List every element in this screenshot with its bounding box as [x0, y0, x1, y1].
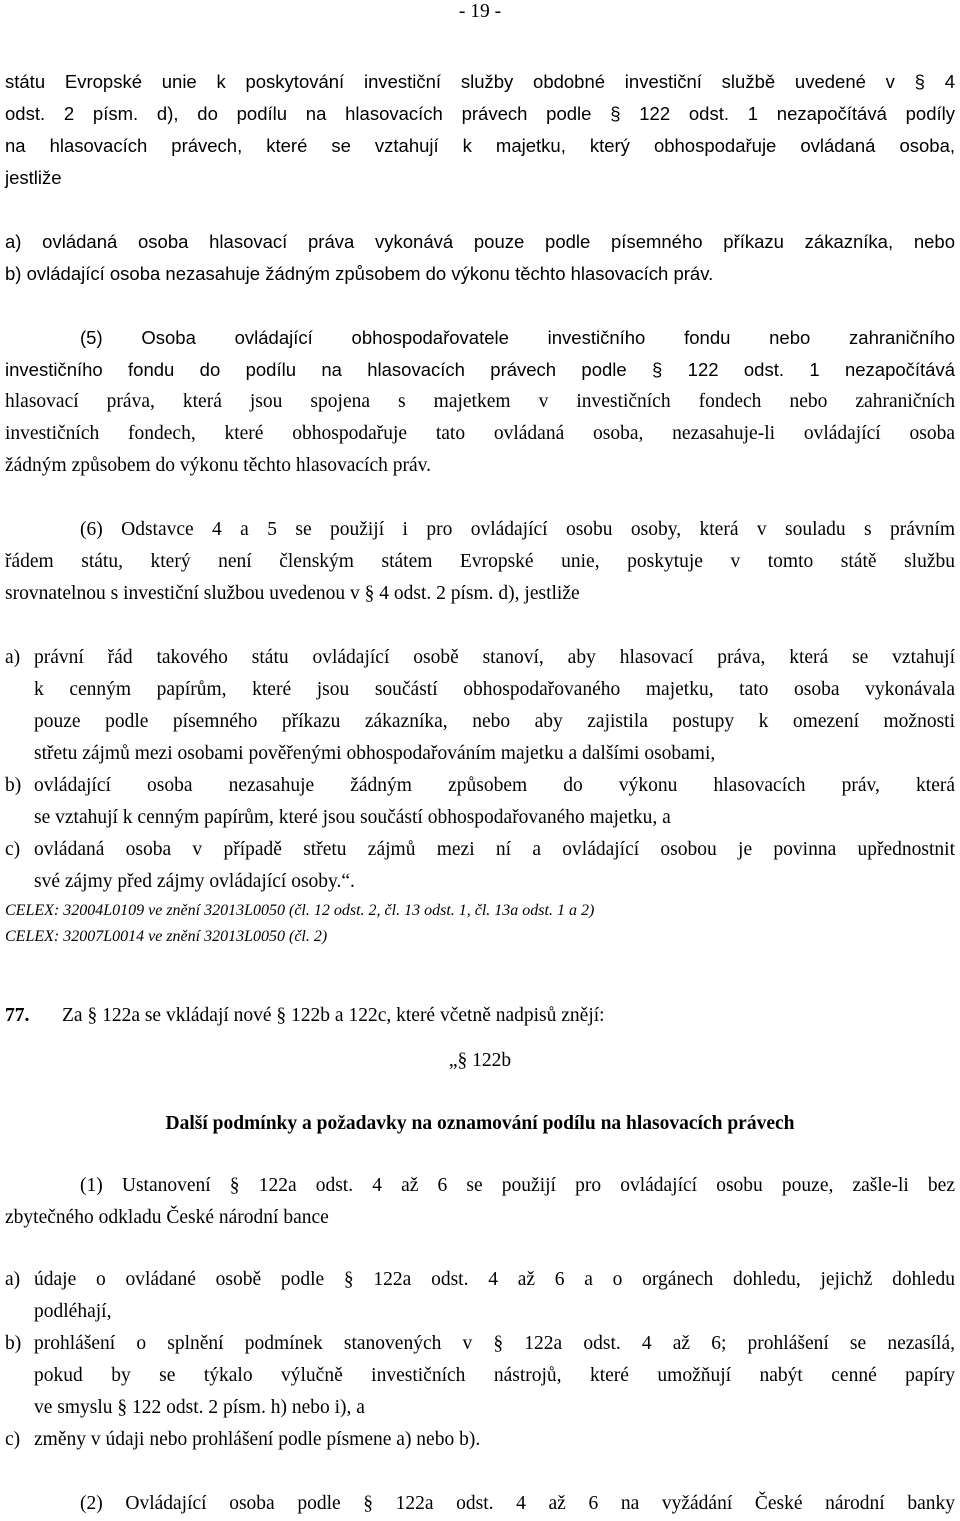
list-item-continuation: k cenným papírům, které jsou součástí obhospodařovaného majetku, tato osoba vykonávala	[34, 679, 955, 700]
list-item-continuation: podléhají,	[34, 1301, 112, 1322]
text-line: řádem státu, který není členským státem Evropské unie, poskytuje v tomto státě službu	[5, 551, 955, 572]
celex-reference: CELEX: 32004L0109 ve znění 32013L0050 (čl. 12 odst. 2, čl. 13 odst. 1, čl. 13a odst. 1 a 2)	[5, 902, 595, 919]
list-item-continuation: své zájmy před zájmy ovládající osoby.“.	[34, 871, 355, 892]
text-line: žádným způsobem do výkonu těchto hlasovacích práv.	[5, 455, 431, 476]
text-line: hlasovací práva, která jsou spojena s majetkem v investičních fondech nebo zahraničních	[5, 391, 955, 412]
list-item-continuation: se vztahují k cenným papírům, které jsou součástí obhospodařovaného majetku, a	[34, 807, 671, 828]
list-item-continuation: pokud by se týkalo výlučně investičních nástrojů, které umožňují nabýt cenné papíry	[34, 1365, 955, 1386]
text-line: investičních fondech, které obhospodařuje tato ovládaná osoba, nezasahuje-li ovládající osoba	[5, 423, 955, 444]
list-item-text: změny v údaji nebo prohlášení podle písmene a) nebo b).	[34, 1429, 481, 1450]
text-line: státu Evropské unie k poskytování investiční služby obdobné investiční službě uvedené v § 4	[5, 71, 955, 92]
text-line: jestliže	[5, 167, 62, 188]
amendment-point-text: Za § 122a se vkládají nové § 122b a 122c, které včetně nadpisů znějí:	[62, 1005, 605, 1026]
section-heading: Další podmínky a požadavky na oznamování podílu na hlasovacích právech	[165, 1113, 795, 1134]
list-item-text: údaje o ovládané osobě podle § 122a odst. 4 až 6 a o orgánech dohledu, jejichž dohledu	[34, 1269, 955, 1290]
text-line: (2) Ovládající osoba podle § 122a odst. 4 až 6 na vyžádání České národní banky	[80, 1493, 955, 1514]
list-item-marker: c)	[5, 1429, 21, 1450]
list-item-text: prohlášení o splnění podmínek stanovených v § 122a odst. 4 až 6; prohlášení se nezasílá,	[34, 1333, 955, 1354]
text-line: a) ovládaná osoba hlasovací práva vykonává pouze podle písemného příkazu zákazníka, nebo	[5, 231, 955, 252]
text-line: srovnatelnou s investiční službou uvedenou v § 4 odst. 2 písm. d), jestliže	[5, 583, 580, 604]
section-number: „§ 122b	[448, 1050, 512, 1071]
list-item-continuation: střetu zájmů mezi osobami pověřenými obhospodařováním majetku a dalšími osobami,	[34, 743, 716, 764]
list-item-marker: a)	[5, 647, 21, 668]
text-line: zbytečného odkladu České národní bance	[5, 1207, 329, 1228]
text-line: na hlasovacích právech, které se vztahují k majetku, který obhospodařuje ovládaná osoba,	[5, 135, 955, 156]
text-line: (5) Osoba ovládající obhospodařovatele investičního fondu nebo zahraničního	[80, 327, 955, 348]
page-number: - 19 -	[458, 1, 502, 22]
list-item-marker: b)	[5, 1333, 22, 1354]
list-item-marker: a)	[5, 1269, 21, 1290]
list-item-text: právní řád takového státu ovládající osobě stanoví, aby hlasovací práva, která se vztahují	[34, 647, 955, 668]
list-item-text: ovládaná osoba v případě střetu zájmů mezi ní a ovládající osobou je povinna upřednostnit	[34, 839, 955, 860]
text-line: investičního fondu do podílu na hlasovacích právech podle § 122 odst. 1 nezapočítává	[5, 359, 955, 380]
list-item-continuation: ve smyslu § 122 odst. 2 písm. h) nebo i), a	[34, 1397, 365, 1418]
amendment-point-number: 77.	[5, 1005, 30, 1026]
text-line: (1) Ustanovení § 122a odst. 4 až 6 se použijí pro ovládající osobu pouze, zašle-li bez	[80, 1175, 955, 1196]
text-line: (6) Odstavce 4 a 5 se použijí i pro ovládající osobu osoby, která v souladu s právním	[80, 519, 955, 540]
text-line: odst. 2 písm. d), do podílu na hlasovacích právech podle § 122 odst. 1 nezapočítává podíly	[5, 103, 955, 124]
list-item-marker: b)	[5, 775, 22, 796]
list-item-continuation: pouze podle písemného příkazu zákazníka, nebo aby zajistila postupy k omezení možnosti	[34, 711, 955, 732]
celex-reference: CELEX: 32007L0014 ve znění 32013L0050 (čl. 2)	[5, 928, 328, 945]
list-item-marker: c)	[5, 839, 21, 860]
text-line: b) ovládající osoba nezasahuje žádným způsobem do výkonu těchto hlasovacích práv.	[5, 263, 714, 284]
list-item-text: ovládající osoba nezasahuje žádným způsobem do výkonu hlasovacích práv, která	[34, 775, 955, 796]
